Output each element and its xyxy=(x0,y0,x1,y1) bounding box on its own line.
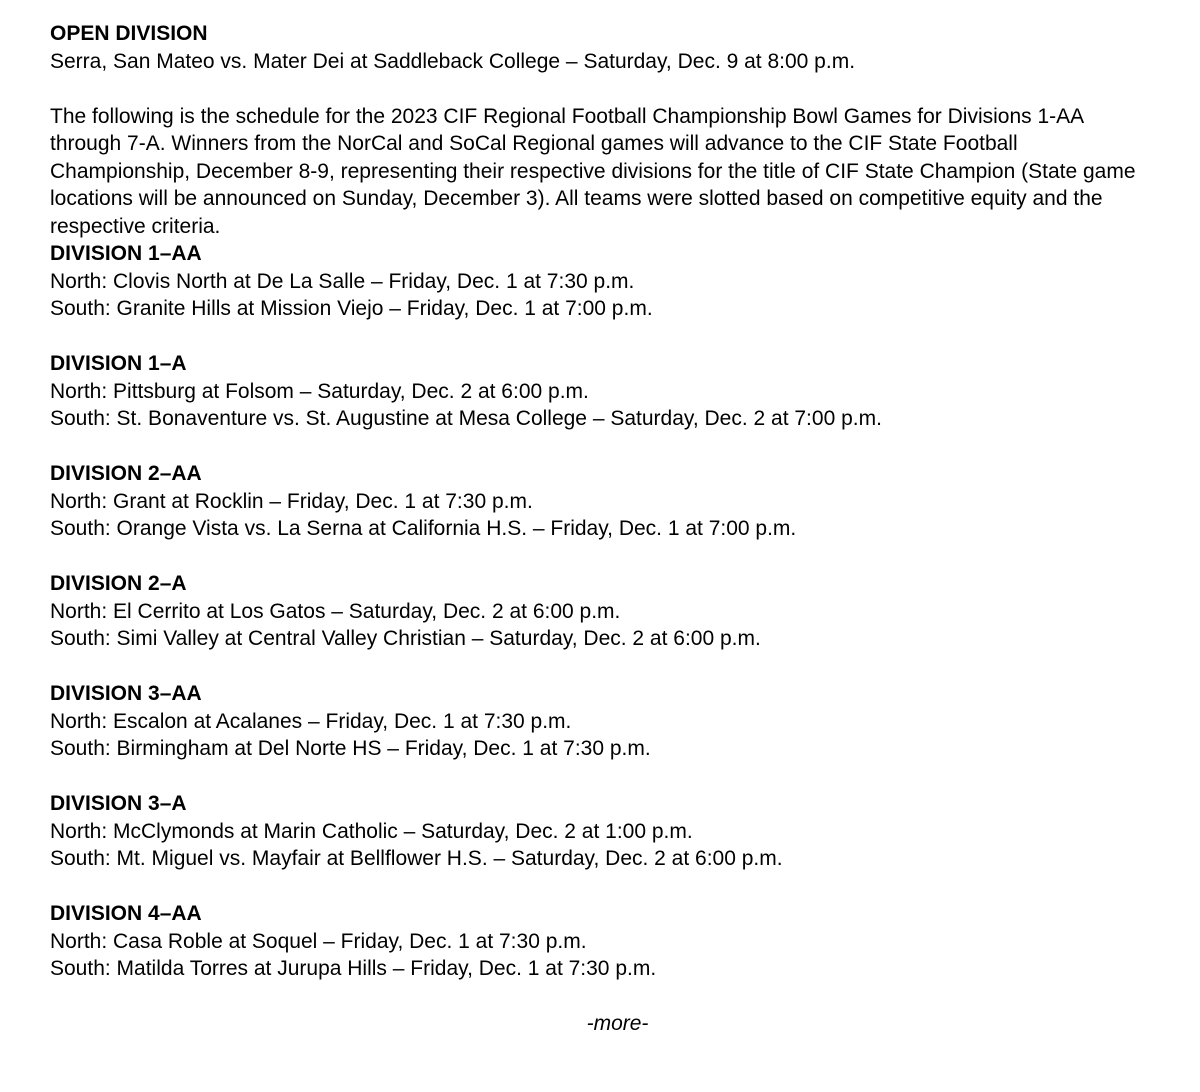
division-title: DIVISION 3–AA xyxy=(50,682,202,705)
open-division-heading: OPEN DIVISION xyxy=(50,22,208,45)
division-south-game: South: Granite Hills at Mission Viejo – Friday, Dec. 1 at 7:00 p.m. xyxy=(50,297,653,320)
division-title: DIVISION 2–A xyxy=(50,572,187,595)
division-title: DIVISION 1–AA xyxy=(50,242,202,265)
division-north-game: North: Clovis North at De La Salle – Friday, Dec. 1 at 7:30 p.m. xyxy=(50,269,635,293)
more-indicator: -more- xyxy=(586,1012,649,1035)
division-section xyxy=(50,240,1155,323)
division-section xyxy=(50,790,1155,873)
division-section xyxy=(50,350,1155,433)
division-south-game: South: Orange Vista vs. La Serna at California H.S. – Friday, Dec. 1 at 7:00 p.m. xyxy=(50,517,797,540)
divisions-list xyxy=(50,240,1155,983)
division-north-game: North: Pittsburg at Folsom – Saturday, Dec. 2 at 6:00 p.m. xyxy=(50,379,589,403)
division-title: DIVISION 2–AA xyxy=(50,462,202,485)
division-north-game: North: El Cerrito at Los Gatos – Saturday, Dec. 2 at 6:00 p.m. xyxy=(50,599,621,623)
division-north-game: North: Grant at Rocklin – Friday, Dec. 1 at 7:30 p.m. xyxy=(50,489,533,513)
division-south-game: South: Mt. Miguel vs. Mayfair at Bellflower H.S. – Saturday, Dec. 2 at 6:00 p.m. xyxy=(50,847,783,870)
division-north-game: North: Casa Roble at Soquel – Friday, Dec. 1 at 7:30 p.m. xyxy=(50,929,587,953)
division-south-game: South: Matilda Torres at Jurupa Hills – Friday, Dec. 1 at 7:30 p.m. xyxy=(50,957,657,980)
division-south-game: South: St. Bonaventure vs. St. Augustine at Mesa College – Saturday, Dec. 2 at 7:00 p.m. xyxy=(50,407,882,430)
division-section xyxy=(50,570,1155,653)
division-section xyxy=(50,680,1155,763)
division-north-game: North: Escalon at Acalanes – Friday, Dec. 1 at 7:30 p.m. xyxy=(50,709,572,733)
division-section xyxy=(50,460,1155,543)
division-title: DIVISION 4–AA xyxy=(50,902,202,925)
division-south-game: South: Birmingham at Del Norte HS – Friday, Dec. 1 at 7:30 p.m. xyxy=(50,737,651,760)
intro-paragraph: The following is the schedule for the 2023 CIF Regional Football Championship Bowl Games for Divisions 1-AA through 7-A. Winners from the NorCal and SoCal Regional games will advance to the CIF State Football Championship, December 8-9, representing their respective divisions for the title of CIF State Champion (State game locations will be announced on Sunday, December 3). All teams were slotted based on competitive equity and the respective criteria. xyxy=(50,104,1136,238)
division-south-game: South: Simi Valley at Central Valley Christian – Saturday, Dec. 2 at 6:00 p.m. xyxy=(50,627,761,650)
division-title: DIVISION 1–A xyxy=(50,352,187,375)
division-title: DIVISION 3–A xyxy=(50,792,187,815)
division-section xyxy=(50,900,1155,983)
open-division-section xyxy=(50,20,1155,75)
division-north-game: North: McClymonds at Marin Catholic – Saturday, Dec. 2 at 1:00 p.m. xyxy=(50,819,693,843)
open-division-game: Serra, San Mateo vs. Mater Dei at Saddleback College – Saturday, Dec. 9 at 8:00 p.m. xyxy=(50,49,856,73)
